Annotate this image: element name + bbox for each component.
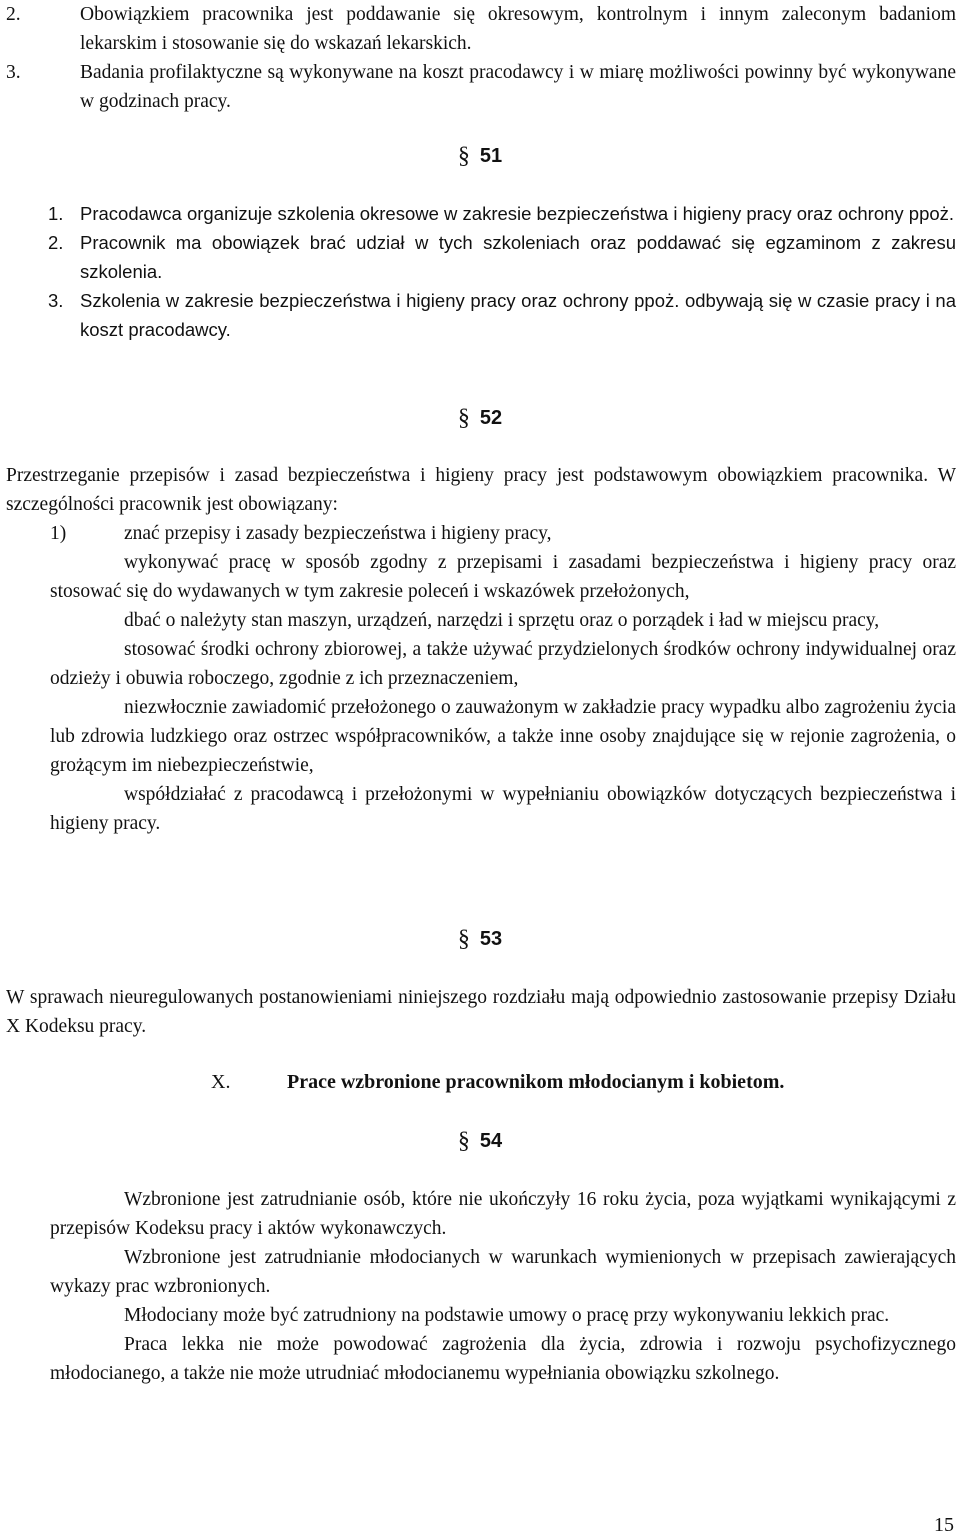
item-number: 3.	[6, 62, 21, 83]
item-number: 2.	[48, 232, 64, 253]
section-heading-54	[0, 1127, 960, 1156]
chapter-number: X.	[211, 1071, 231, 1093]
section-heading-52	[0, 404, 960, 433]
section-symbol: §	[457, 1128, 470, 1154]
top-items	[6, 0, 956, 116]
list-item	[48, 228, 956, 286]
section-54-items	[50, 1185, 956, 1388]
item-text: Wzbronione jest zatrudnianie młodocianych w warunkach wymienionych w przepisach zawierających wykazy prac wzbronionych.	[50, 1247, 956, 1297]
section-heading-51	[0, 142, 960, 171]
chapter-heading	[211, 1068, 784, 1097]
item-text: Badania profilaktyczne są wykonywane na koszt pracodawcy i w miarę możliwości powinny być wykonywane w godzinach pracy.	[80, 62, 956, 112]
item-number: 3.	[48, 290, 64, 311]
list-item	[50, 693, 956, 780]
list-item	[6, 0, 956, 58]
section-symbol: §	[457, 143, 470, 169]
chapter-title: Prace wzbronione pracownikom młodocianym i kobietom.	[287, 1071, 785, 1093]
item-number: 2.	[6, 4, 21, 25]
item-text: współdziałać z pracodawcą i przełożonymi w wypełnianiu obowiązków dotyczących bezpieczeństwa i higieny pracy.	[50, 784, 956, 834]
section-symbol: §	[457, 405, 470, 431]
item-text: Pracodawca organizuje szkolenia okresowe w zakresie bezpieczeństwa i higieny pracy oraz ochrony ppoż.	[80, 203, 955, 224]
item-number: 1.	[48, 203, 64, 224]
section-heading-53	[0, 925, 960, 954]
list-item	[50, 1185, 956, 1243]
item-number: 1)	[50, 523, 67, 544]
list-item	[50, 548, 956, 606]
list-item	[50, 780, 956, 838]
section-52-intro: Przestrzeganie przepisów i zasad bezpieczeństwa i higieny pracy jest podstawowym obowiązkiem pracownika. W szczególności pracownik jest obowiązany:	[6, 465, 956, 515]
item-text: stosować środki ochrony zbiorowej, a także używać przydzielonych środków ochrony indywidualnej oraz odzieży i obuwia roboczego, zgodnie z ich przeznaczeniem,	[50, 639, 956, 689]
list-item	[6, 58, 956, 116]
section-symbol: §	[457, 926, 470, 952]
section-number: 54	[479, 1130, 503, 1152]
item-text: Młodociany może być zatrudniony na podstawie umowy o pracę przy wykonywaniu lekkich prac.	[124, 1305, 890, 1326]
item-text: Obowiązkiem pracownika jest poddawanie się okresowym, kontrolnym i innym zaleconym badaniom lekarskim i stosowanie się do wskazań lekarskich.	[80, 4, 956, 54]
list-item	[50, 1330, 956, 1388]
list-item	[48, 199, 956, 228]
page-number: 15	[934, 1514, 954, 1536]
list-item	[48, 286, 956, 344]
section-52-items	[50, 519, 956, 838]
section-number: 53	[479, 928, 503, 950]
item-text: Szkolenia w zakresie bezpieczeństwa i higieny pracy oraz ochrony ppoż. odbywają się w czasie pracy i na koszt pracodawcy.	[80, 290, 956, 340]
item-text: Pracownik ma obowiązek brać udział w tych szkoleniach oraz poddawać się egzaminom z zakresu szkolenia.	[80, 232, 956, 282]
item-text: niezwłocznie zawiadomić przełożonego o zauważonym w zakładzie pracy wypadku albo zagrożeniu życia lub zdrowia ludzkiego oraz ostrzec współpracowników, a także inne osoby znajdujące się w rejonie zagrożenia, o grożącym im niebezpieczeństwie,	[50, 697, 956, 776]
item-text: dbać o należyty stan maszyn, urządzeń, narzędzi i sprzętu oraz o porządek i ład w miejscu pracy,	[124, 610, 880, 631]
list-item	[50, 1243, 956, 1301]
section-number: 51	[479, 145, 503, 167]
list-item	[50, 606, 956, 635]
section-51-items	[48, 199, 956, 344]
section-number: 52	[479, 407, 503, 429]
item-text: Wzbronione jest zatrudnianie osób, które nie ukończyły 16 roku życia, poza wyjątkami wynikającymi z przepisów Kodeksu pracy i aktów wykonawczych.	[50, 1189, 956, 1239]
list-item	[50, 519, 956, 548]
item-text: Praca lekka nie może powodować zagrożenia dla życia, zdrowia i rozwoju psychofizycznego młodocianego, a także nie może utrudniać młodocianemu wypełniania obowiązku szkolnego.	[50, 1334, 956, 1384]
item-text: znać przepisy i zasady bezpieczeństwa i higieny pracy,	[124, 523, 552, 544]
list-item	[50, 635, 956, 693]
item-text: wykonywać pracę w sposób zgodny z przepisami i zasadami bezpieczeństwa i higieny pracy oraz stosować się do wydawanych w tym zakresie poleceń i wskazówek przełożonych,	[50, 552, 956, 602]
list-item	[50, 1301, 956, 1330]
section-53-text: W sprawach nieuregulowanych postanowieniami niniejszego rozdziału mają odpowiednio zastosowanie przepisy Działu X Kodeksu pracy.	[6, 987, 956, 1037]
